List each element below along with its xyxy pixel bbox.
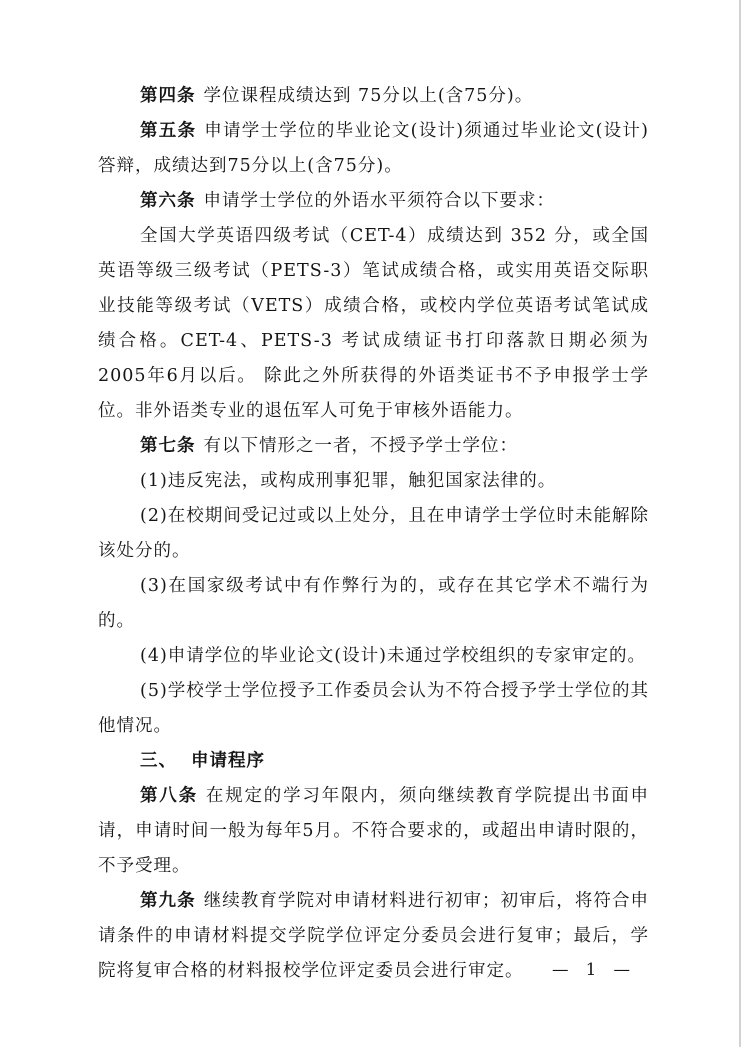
page-number: — 1 — xyxy=(552,960,631,979)
section-3-heading xyxy=(98,744,649,779)
clause-4-paragraph xyxy=(98,79,649,114)
foreign-language-requirements-paragraph xyxy=(98,219,649,429)
paragraph-text: 在规定的学习年限内，须向继续教育学院提出书面申请，申请时间一般为每年5月。不符合要求的，或超出申请时限的，不予受理。 xyxy=(98,786,650,876)
clause-8-paragraph xyxy=(98,779,649,884)
non-award-condition-5 xyxy=(98,674,649,744)
list-item-text: (5)学校学士学位授予工作委员会认为不符合授予学士学位的其他情况。 xyxy=(98,681,649,736)
clause-5-paragraph xyxy=(98,114,649,184)
document-body xyxy=(98,79,649,989)
section-number-label: 三、 xyxy=(140,751,177,771)
clause-9-label: 第九条 xyxy=(140,891,196,911)
paragraph-text: 申请学士学位的毕业论文(设计)须通过毕业论文(设计)答辩，成绩达到75分以上(含75分)。 xyxy=(98,121,650,176)
non-award-condition-2 xyxy=(98,499,649,569)
paragraph-text: 学位课程成绩达到 75分以上(含75分)。 xyxy=(203,86,534,106)
clause-4-label: 第四条 xyxy=(140,86,196,106)
list-item-text: (4)申请学位的毕业论文(设计)未通过学校组织的专家审定的。 xyxy=(140,646,646,666)
section-heading-text: 申请程序 xyxy=(191,751,265,771)
clause-6-paragraph xyxy=(98,184,649,219)
non-award-condition-3 xyxy=(98,569,649,639)
list-item-text: (1)违反宪法，或构成刑事犯罪，触犯国家法律的。 xyxy=(140,471,557,491)
clause-6-label: 第六条 xyxy=(140,191,196,211)
clause-7-paragraph xyxy=(98,429,649,464)
non-award-condition-4 xyxy=(98,639,649,674)
list-item-text: (3)在国家级考试中有作弊行为的，或存在其它学术不端行为的。 xyxy=(98,576,649,631)
page-edge-line xyxy=(739,0,741,1047)
non-award-condition-1 xyxy=(98,464,649,499)
paragraph-text: 继续教育学院对申请材料进行初审；初审后，将符合申请条件的申请材料提交学院学位评定分委员会进行复审；最后，学院将复审合格的材料报校学位评定委员会进行审定。 xyxy=(98,891,650,981)
clause-8-label: 第八条 xyxy=(140,786,198,806)
paragraph-text: 全国大学英语四级考试（CET-4）成绩达到 352 分，或全国英语等级三级考试（PETS-3）笔试成绩合格，或实用英语交际职业技能等级考试（VETS）成绩合格，或校内学位英语考试笔试成绩合格。CET-4、PETS-3 考试成绩证书打印落款日期必须为2005年6月以后。 除此之外所获得的外语类证书不予申报学士学位。非外语类专业的退伍军人可免于审核外语能力。 xyxy=(98,226,649,421)
list-item-text: (2)在校期间受记过或以上处分，且在申请学士学位时未能解除该处分的。 xyxy=(98,506,649,561)
clause-5-label: 第五条 xyxy=(140,121,197,141)
clause-7-label: 第七条 xyxy=(140,436,196,456)
paragraph-text: 申请学士学位的外语水平须符合以下要求： xyxy=(203,191,555,211)
paragraph-text: 有以下情形之一者，不授予学士学位： xyxy=(203,436,518,456)
